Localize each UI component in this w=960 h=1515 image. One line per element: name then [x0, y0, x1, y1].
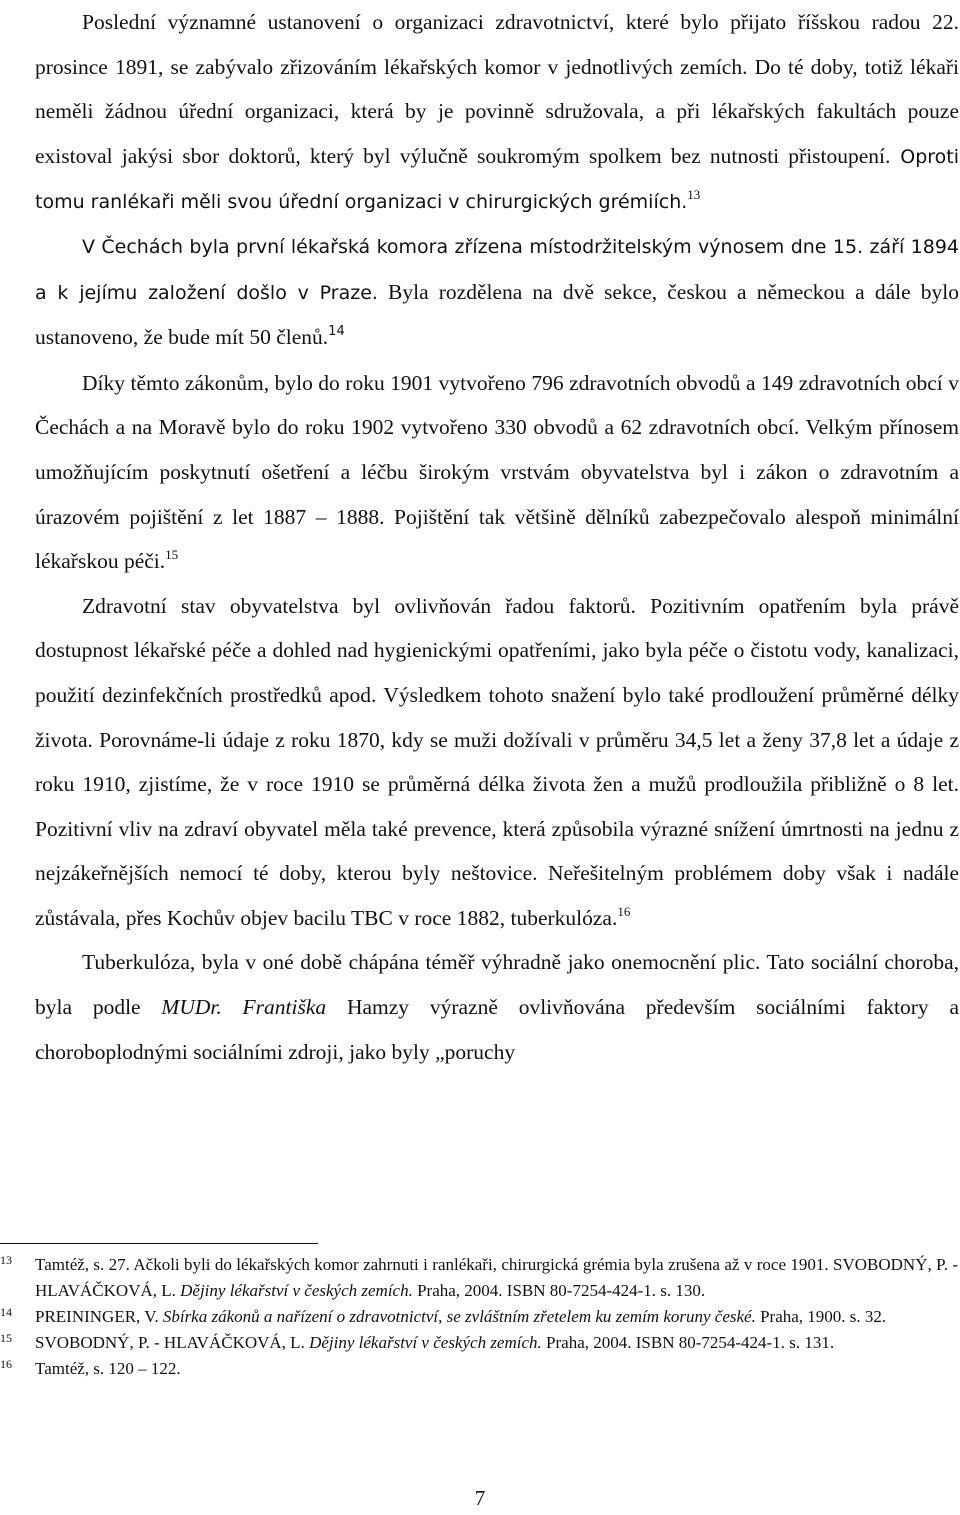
- footnote-13: [0, 1252, 958, 1304]
- footnote-number: 16: [0, 1357, 12, 1371]
- paragraph-4: [35, 584, 959, 941]
- footnote-italic: Dějiny lékařství v českých zemích.: [309, 1333, 542, 1352]
- footnote-text: [35, 1304, 958, 1330]
- paragraph-text: Poslední významné ustanovení o organizaci zdravotnictví, které bylo přijato říšskou radou 22. prosince 1891, se zabývalo zřizováním lékařských komor v jednotlivých zemích. Do té doby, totiž lékaři neměli žádnou úřední organizaci, která by je povinně sdružovala, a při lékařských fakultách pouze existoval jakýsi sbor doktorů, který byl výlučně soukromým spolkem bez nutnosti přistoupení.: [35, 10, 959, 168]
- footnote-ref-16[interactable]: 16: [617, 903, 631, 919]
- footnote-ref-13[interactable]: 13: [687, 187, 701, 203]
- footnote-number: 14: [0, 1305, 12, 1319]
- footnote-text-part: Praha, 2004. ISBN 80-7254-424-1. s. 131.: [541, 1333, 835, 1352]
- footnote-text-part: PREININGER, V.: [35, 1307, 163, 1326]
- footnote-text-part: SVOBODNÝ, P. - HLAVÁČKOVÁ, L.: [35, 1333, 310, 1352]
- paragraph-1: [35, 0, 959, 225]
- paragraph-text: Hamzy výrazně ovlivňována především sociálními faktory a choroboplodnými sociálními zdroji, jako byly „poruchy: [35, 995, 959, 1064]
- paragraph-italic: MUDr. Františka: [161, 995, 327, 1020]
- paragraph-text-sans: Oproti tomu ranlékaři měli svou úřední organizaci v chirurgických grémiích.: [35, 145, 959, 214]
- footnote-16: [0, 1356, 958, 1382]
- footnote-separator: [0, 1243, 318, 1244]
- footnote-italic: Dějiny lékařství v českých zemích.: [180, 1281, 413, 1300]
- footnote-text-part: Praha, 1900. s. 32.: [755, 1307, 887, 1326]
- paragraph-3: [35, 361, 959, 584]
- footnote-italic: Sbírka zákonů a nařízení o zdravotnictví, se zvláštním zřetelem ku zemím koruny české.: [162, 1307, 756, 1326]
- paragraph-text: Zdravotní stav obyvatelstva byl ovlivňován řadou faktorů. Pozitivním opatřením byla právě dostupnost lékařské péče a dohled nad hygienickými opatřeními, jako byla péče o čistotu vody, kanalizaci, použití dezinfekčních prostředků apod. Výsledkem tohoto snažení bylo také prodloužení průměrné délky života. Porovnáme-li údaje z roku 1870, kdy se muži dožívali v průměru 34,5 let a ženy 37,8 let a údaje z roku 1910, zjistíme, že v roce 1910 se průměrná délka života žen a mužů prodloužila přibližně o 8 let. Pozitivní vliv na zdraví obyvatel měla také prevence, která způsobila výrazné snížení úmrtnosti na jednu z nejzákeřnějších nemocí té doby, kterou byly neštovice. Neřešitelným problémem doby však i nadále zůstávala, přes Kochův objev bacilu TBC v roce 1882, tuberkulóza.: [35, 593, 959, 930]
- footnote-ref-14[interactable]: 14: [328, 324, 345, 340]
- paragraph-2: [35, 225, 959, 361]
- footnote-text-part: Tamtéž, s. 120 – 122.: [35, 1359, 181, 1378]
- footnote-text-part: Tamtéž, s. 27. Ačkoli byli do lékařských komor zahrnuti i ranlékaři, chirurgická grémia byla zrušena až v roce 1901. SVOBODNÝ, P. - HLAVÁČKOVÁ, L.: [35, 1255, 958, 1300]
- paragraph-text: Díky těmto zákonům, bylo do roku 1901 vytvořeno 796 zdravotních obvodů a 149 zdravotních obcí v Čechách a na Moravě bylo do roku 1902 vytvořeno 330 obvodů a 62 zdravotních obcí. Velkým přínosem umožňujícím poskytnutí ošetření a léčbu širokým vrstvám obyvatelstva byl i zákon o zdravotním a úrazovém pojištění z let 1887 – 1888. Pojištění tak většině dělníků zabezpečovalo alespoň minimální lékařskou péči.: [35, 370, 959, 574]
- body-text: [35, 0, 959, 1074]
- paragraph-text-sans: V Čechách byla první lékařská komora zřízena místodržitelským výnosem dne 15. září 1894 a k jejímu založení došlo v Praze.: [35, 235, 959, 304]
- footnote-number: 13: [0, 1253, 12, 1267]
- footnotes: [0, 1252, 958, 1382]
- footnote-text: [35, 1252, 958, 1304]
- paragraph-5: [35, 940, 959, 1074]
- footnote-text-part: Praha, 2004. ISBN 80-7254-424-1. s. 130.: [412, 1281, 706, 1300]
- paragraph-text: Byla rozdělena na dvě sekce, českou a německou a dále bylo ustanoveno, že bude mít 50 členů.: [35, 279, 959, 350]
- footnote-ref-15[interactable]: 15: [165, 547, 179, 563]
- page-number: 7: [474, 1486, 486, 1510]
- footnote-14: [0, 1304, 958, 1330]
- footnote-15: [0, 1330, 958, 1356]
- footnote-text: [35, 1330, 958, 1356]
- paragraph-text: Tuberkulóza, byla v oné době chápána téměř výhradně jako onemocnění plic. Tato sociální choroba, byla podle: [35, 950, 959, 1020]
- footnote-number: 15: [0, 1331, 12, 1345]
- footnote-text: [35, 1356, 958, 1382]
